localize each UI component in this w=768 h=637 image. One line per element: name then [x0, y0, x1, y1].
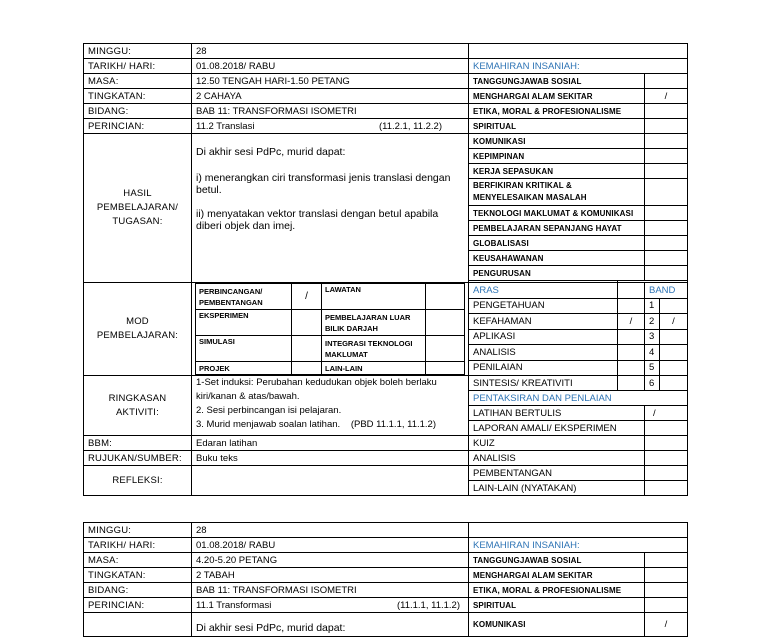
- kemahiran-item: TEKNOLOGI MAKLUMAT & KOMUNIKASI: [469, 206, 645, 221]
- band-number: 5: [645, 360, 660, 376]
- kemahiran-check: [645, 134, 688, 149]
- aras-item: KEFAHAMAN: [469, 314, 618, 330]
- tingkatan-label: TINGKATAN:: [84, 89, 192, 104]
- kemahiran-item: PEMBELAJARAN SEPANJANG HAYAT: [469, 221, 645, 236]
- aktiviti-step-3-code: (PBD 11.1.1, 11.1.2): [350, 419, 437, 430]
- kemahiran-item: MENGHARGAI ALAM SEKITAR: [469, 89, 645, 104]
- mod-check: [426, 284, 465, 310]
- aras-check: [618, 298, 645, 314]
- kemahiran-item: KEUSAHAWANAN: [469, 251, 645, 266]
- hasil-label: HASIL PEMBELAJARAN/ TUGASAN:: [84, 134, 192, 283]
- kemahiran-item: TANGGUNGJAWAB SOSIAL: [469, 74, 645, 89]
- band-check: [660, 329, 688, 345]
- mod-option: PROJEK: [196, 362, 292, 375]
- kemahiran-check: [645, 179, 688, 206]
- aras-check: [618, 360, 645, 376]
- aras-check: [618, 376, 645, 391]
- mod-check: [426, 336, 465, 362]
- mod-check: [292, 310, 322, 336]
- aras-item: APLIKASI: [469, 329, 618, 345]
- band-check: [660, 360, 688, 376]
- aras-item: ANALISIS: [469, 345, 618, 361]
- lesson-plan-1: [83, 43, 688, 496]
- pentaksiran-check: /: [645, 406, 688, 421]
- pentaksiran-item: KUIZ: [469, 436, 645, 451]
- mod-option: LAWATAN: [322, 284, 426, 310]
- masa-value: 4.20-5.20 PETANG: [192, 553, 469, 568]
- kemahiran-check: [645, 553, 688, 568]
- mod-option: LAIN-LAIN: [322, 362, 426, 375]
- mod-check: [426, 310, 465, 336]
- kemahiran-item: TANGGUNGJAWAB SOSIAL: [469, 553, 645, 568]
- band-number: 2: [645, 314, 660, 330]
- kemahiran-check: [645, 206, 688, 221]
- perincian-value: [192, 119, 469, 134]
- ringkasan-label: RINGKASAN AKTIVITI:: [84, 376, 192, 436]
- pentaksiran-check: [645, 451, 688, 466]
- mod-option: SIMULASI: [196, 336, 292, 362]
- perincian-code: (11.1.1, 11.1.2): [396, 599, 460, 611]
- kemahiran-item: ETIKA, MORAL & PROFESIONALISME: [469, 104, 645, 119]
- minggu-row: [84, 44, 688, 59]
- tarikh-label: TARIKH/ HARI:: [84, 538, 192, 553]
- mod-check: /: [292, 284, 322, 310]
- mod-option: PERBINCANGAN/ PEMBENTANGAN: [196, 284, 292, 310]
- band-check: /: [660, 314, 688, 330]
- kemahiran-item: KERJA SEPASUKAN: [469, 164, 645, 179]
- pentaksiran-item: LAPORAN AMALI/ EKSPERIMEN: [469, 421, 645, 436]
- tarikh-value: 01.08.2018/ RABU: [192, 538, 469, 553]
- kemahiran-check: [645, 266, 688, 281]
- perincian-topic: 11.1 Transformasi: [196, 599, 272, 611]
- pentaksiran-item: ANALISIS: [469, 451, 645, 466]
- kemahiran-item: KOMUNIKASI: [469, 613, 645, 637]
- aras-item: SINTESIS/ KREATIVITI: [469, 376, 618, 391]
- band-check: [660, 376, 688, 391]
- aktiviti-content: [192, 376, 469, 436]
- kemahiran-check: [645, 221, 688, 236]
- pentaksiran-check: [645, 481, 688, 496]
- kemahiran-check: /: [645, 613, 688, 637]
- pentaksiran-item: LATIHAN BERTULIS: [469, 406, 645, 421]
- masa-label: MASA:: [84, 74, 192, 89]
- tarikh-label: TARIKH/ HARI:: [84, 59, 192, 74]
- refleksi-value: [192, 466, 469, 496]
- kemahiran-check: [645, 583, 688, 598]
- kemahiran-check: [645, 251, 688, 266]
- mod-option: INTEGRASI TEKNOLOGI MAKLUMAT: [322, 336, 426, 362]
- aras-check: [618, 345, 645, 361]
- tarikh-row: [84, 59, 688, 74]
- pentaksiran-item: LAIN-LAIN (NYATAKAN): [469, 481, 645, 496]
- kemahiran-check: [645, 164, 688, 179]
- kemahiran-header: KEMAHIRAN INSANIAH:: [469, 59, 688, 74]
- kemahiran-item: KEPIMPINAN: [469, 149, 645, 164]
- band-number: 3: [645, 329, 660, 345]
- bbm-value: Edaran latihan: [192, 436, 469, 451]
- mod-table: [195, 283, 465, 375]
- tingkatan-value: 2 TABAH: [192, 568, 469, 583]
- tingkatan-value: 2 CAHAYA: [192, 89, 469, 104]
- band-number: 1: [645, 298, 660, 314]
- refleksi-label: REFLEKSI:: [84, 466, 192, 496]
- aktiviti-step-2: 2. Sesi perbincangan isi pelajaran.: [196, 405, 342, 416]
- aras-header: ARAS: [469, 283, 618, 299]
- hasil-intro: Di akhir sesi PdPc, murid dapat:: [196, 146, 346, 158]
- kemahiran-check: [645, 104, 688, 119]
- kemahiran-item: GLOBALISASI: [469, 236, 645, 251]
- aktiviti-step-1: 1-Set induksi: Perubahan kedudukan objek boleh berlaku kiri/kanan & atas/bawah.: [196, 377, 437, 402]
- pentaksiran-check: [645, 421, 688, 436]
- aktiviti-step-3: [196, 418, 464, 432]
- aras-check: [618, 329, 645, 345]
- kemahiran-check: /: [645, 89, 688, 104]
- band-number: 6: [645, 376, 660, 391]
- perincian-topic: 11.2 Translasi: [196, 120, 255, 132]
- pentaksiran-check: [645, 466, 688, 481]
- bidang-label: BIDANG:: [84, 104, 192, 119]
- masa-value: 12.50 TENGAH HARI-1.50 PETANG: [192, 74, 469, 89]
- hasil-objective-2: ii) menyatakan vektor translasi dengan betul apabila diberi objek dan imej.: [196, 208, 439, 232]
- kemahiran-check: [645, 598, 688, 613]
- bidang-value: BAB 11: TRANSFORMASI ISOMETRI: [192, 583, 469, 598]
- mod-label: MOD PEMBELAJARAN:: [84, 283, 192, 376]
- band-header: BAND: [645, 283, 688, 299]
- kemahiran-item: PENGURUSAN: [469, 266, 645, 281]
- perincian-value: [192, 598, 469, 613]
- hasil-objective-1: i) menerangkan ciri transformasi jenis translasi dengan betul.: [196, 172, 451, 196]
- mod-check: [426, 362, 465, 375]
- kemahiran-item: BERFIKIRAN KRITIKAL & MENYELESAIKAN MASALAH: [469, 179, 645, 206]
- kemahiran-item: KOMUNIKASI: [469, 134, 645, 149]
- bbm-label: BBM:: [84, 436, 192, 451]
- pentaksiran-item: PEMBENTANGAN: [469, 466, 645, 481]
- kemahiran-check: [645, 236, 688, 251]
- kemahiran-item: SPIRITUAL: [469, 598, 645, 613]
- kemahiran-item: SPIRITUAL: [469, 119, 645, 134]
- bidang-value: BAB 11: TRANSFORMASI ISOMETRI: [192, 104, 469, 119]
- band-check: [660, 345, 688, 361]
- hasil-intro: Di akhir sesi PdPc, murid dapat:: [192, 613, 469, 637]
- aras-item: PENILAIAN: [469, 360, 618, 376]
- kemahiran-check: [645, 568, 688, 583]
- minggu-value: 28: [192, 523, 469, 538]
- perincian-label: PERINCIAN:: [84, 119, 192, 134]
- bidang-label: BIDANG:: [84, 583, 192, 598]
- minggu-value: 28: [192, 44, 469, 59]
- mod-check: [292, 336, 322, 362]
- aktiviti-step-3-text: 3. Murid menjawab soalan latihan.: [196, 419, 341, 430]
- mod-option: EKSPERIMEN: [196, 310, 292, 336]
- hasil-content: [192, 134, 469, 283]
- kemahiran-header: KEMAHIRAN INSANIAH:: [469, 538, 688, 553]
- lesson-plan-2: [83, 522, 688, 637]
- mod-check: [292, 362, 322, 375]
- tarikh-value: 01.08.2018/ RABU: [192, 59, 469, 74]
- pentaksiran-check: [645, 436, 688, 451]
- pentaksiran-header: PENTAKSIRAN DAN PENLAIAN: [469, 391, 688, 406]
- aras-item: PENGETAHUAN: [469, 298, 618, 314]
- mod-grid: [192, 283, 469, 376]
- band-number: 4: [645, 345, 660, 361]
- kemahiran-check: [645, 74, 688, 89]
- minggu-label: MINGGU:: [84, 44, 192, 59]
- perincian-label: PERINCIAN:: [84, 598, 192, 613]
- mod-option: PEMBELAJARAN LUAR BILIK DARJAH: [322, 310, 426, 336]
- minggu-label: MINGGU:: [84, 523, 192, 538]
- tingkatan-label: TINGKATAN:: [84, 568, 192, 583]
- kemahiran-check: [645, 119, 688, 134]
- perincian-code: (11.2.1, 11.2.2): [378, 120, 442, 132]
- kemahiran-item: ETIKA, MORAL & PROFESIONALISME: [469, 583, 645, 598]
- band-check: [660, 298, 688, 314]
- rujukan-value: Buku teks: [192, 451, 469, 466]
- masa-label: MASA:: [84, 553, 192, 568]
- aras-check: /: [618, 314, 645, 330]
- rujukan-label: RUJUKAN/SUMBER:: [84, 451, 192, 466]
- kemahiran-item: MENGHARGAI ALAM SEKITAR: [469, 568, 645, 583]
- kemahiran-check: [645, 149, 688, 164]
